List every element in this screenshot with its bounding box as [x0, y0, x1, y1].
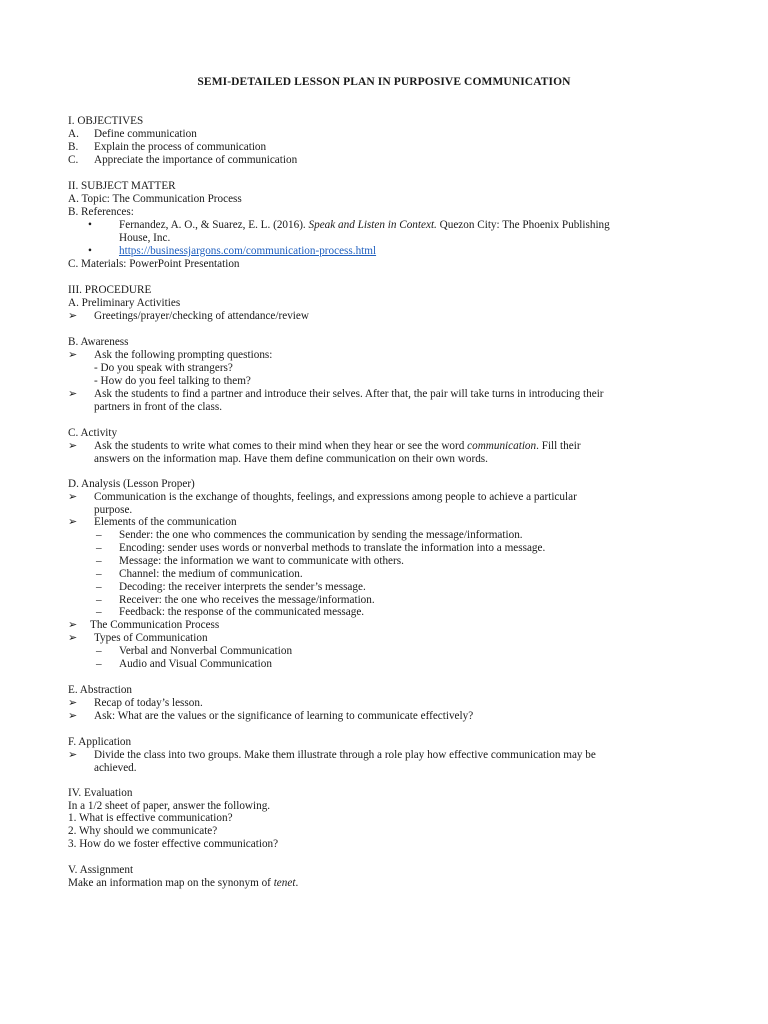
subject-topic: A. Topic: The Communication Process: [68, 193, 242, 205]
type-item: Verbal and Nonverbal Communication: [119, 645, 293, 657]
objective-item: [68, 128, 197, 141]
subheading-activity: C. Activity: [68, 427, 118, 439]
dash-bullet-icon: –: [96, 606, 102, 618]
evaluation-question: 2. Why should we communicate?: [68, 825, 218, 837]
activity-text: Ask the students to write what comes to their mind when they hear or see the word: [94, 440, 468, 452]
question-line: - Do you speak with strangers?: [94, 362, 233, 374]
bullet-text: Greetings/prayer/checking of attendance/review: [94, 310, 309, 322]
dash-bullet-icon: –: [96, 594, 102, 606]
bullet-text: [94, 440, 581, 453]
assignment-text-start: Make an information map on the synonym of: [68, 877, 274, 889]
dash-bullet-icon: –: [96, 529, 102, 541]
dash-bullet-icon: –: [96, 645, 102, 657]
dash-bullet-icon: –: [96, 555, 102, 567]
element-item: Message: the information we want to communicate with others.: [119, 555, 404, 567]
subheading-analysis: D. Analysis (Lesson Proper): [68, 478, 195, 490]
subject-references-label: B. References:: [68, 206, 134, 218]
element-item: Channel: the medium of communication.: [119, 568, 303, 580]
objective-label: B.: [68, 141, 79, 153]
arrow-bullet-icon: ➢: [68, 310, 78, 322]
assignment-text: [68, 877, 298, 890]
element-item: Decoding: the receiver interprets the sender’s message.: [119, 581, 366, 593]
bullet-dot-icon: •: [88, 219, 92, 231]
arrow-bullet-icon: ➢: [68, 491, 78, 503]
dash-bullet-icon: –: [96, 658, 102, 670]
reference-link[interactable]: https://businessjargons.com/communication-process.html: [119, 245, 377, 257]
bullet-text: Types of Communication: [94, 632, 208, 644]
arrow-bullet-icon: ➢: [68, 632, 78, 644]
subheading-abstraction: E. Abstraction: [68, 684, 133, 696]
dash-bullet-icon: –: [96, 568, 102, 580]
bullet-text: Ask: What are the values or the significance of learning to communicate effectively?: [94, 710, 474, 722]
arrow-bullet-icon: ➢: [68, 749, 78, 761]
reference-publisher: Quezon City: The Phoenix Publishing: [436, 219, 610, 231]
objective-text: Explain the process of communication: [94, 141, 267, 153]
question-line: - How do you feel talking to them?: [94, 375, 251, 387]
reference-item: [119, 245, 376, 258]
bullet-text-continuation: answers on the information map. Have them define communication on their own words.: [94, 453, 488, 465]
element-item: Receiver: the one who receives the message/information.: [119, 594, 375, 606]
objective-text: Appreciate the importance of communication: [94, 154, 298, 166]
assignment-keyword: tenet: [273, 877, 296, 889]
bullet-text: Ask the students to find a partner and introduce their selves. After that, the pair will take turns in introducing their: [94, 388, 604, 400]
bullet-text-continuation: achieved.: [94, 762, 137, 774]
dash-bullet-icon: –: [96, 542, 102, 554]
bullet-text: Elements of the communication: [94, 516, 237, 528]
reference-item: [119, 219, 610, 232]
section-heading-procedure: III. PROCEDURE: [68, 284, 152, 296]
element-item: Sender: the one who commences the communication by sending the message/information.: [119, 529, 523, 541]
document-title: SEMI-DETAILED LESSON PLAN IN PURPOSIVE COMMUNICATION: [197, 76, 571, 88]
reference-continuation: House, Inc.: [119, 232, 171, 244]
section-heading-assignment: V. Assignment: [68, 864, 134, 876]
evaluation-question: 3. How do we foster effective communication?: [68, 838, 279, 850]
objective-label: C.: [68, 154, 79, 166]
subheading-preliminary: A. Preliminary Activities: [68, 297, 181, 309]
arrow-bullet-icon: ➢: [68, 619, 78, 631]
bullet-text-continuation: partners in front of the class.: [94, 401, 222, 413]
bullet-text: The Communication Process: [90, 619, 220, 631]
bullet-text-continuation: purpose.: [94, 504, 133, 516]
arrow-bullet-icon: ➢: [68, 388, 78, 400]
activity-text-end: . Fill their: [536, 440, 581, 452]
type-item: Audio and Visual Communication: [119, 658, 272, 670]
section-heading-objectives: I. OBJECTIVES: [68, 115, 144, 127]
arrow-bullet-icon: ➢: [68, 516, 78, 528]
reference-book-title: Speak and Listen in Context.: [308, 219, 437, 231]
arrow-bullet-icon: ➢: [68, 710, 78, 722]
arrow-bullet-icon: ➢: [68, 697, 78, 709]
arrow-bullet-icon: ➢: [68, 440, 78, 452]
subheading-awareness: B. Awareness: [68, 336, 129, 348]
objective-item: [68, 154, 297, 167]
activity-keyword: communication: [467, 440, 537, 452]
section-heading-evaluation: IV. Evaluation: [68, 787, 133, 799]
bullet-text: Ask the following prompting questions:: [94, 349, 273, 361]
bullet-text: Divide the class into two groups. Make them illustrate through a role play how effective communication may be: [94, 749, 596, 761]
section-heading-subject-matter: II. SUBJECT MATTER: [68, 180, 176, 192]
element-item: Encoding: sender uses words or nonverbal methods to translate the information into a message.: [119, 542, 546, 554]
dash-bullet-icon: –: [96, 581, 102, 593]
bullet-text: Communication is the exchange of thoughts, feelings, and expressions among people to achieve a particular: [94, 491, 577, 503]
evaluation-intro: In a 1/2 sheet of paper, answer the following.: [68, 800, 271, 812]
assignment-text-end: .: [295, 877, 299, 889]
subject-materials: C. Materials: PowerPoint Presentation: [68, 258, 240, 270]
element-item: Feedback: the response of the communicated message.: [119, 606, 365, 618]
bullet-text: Recap of today’s lesson.: [94, 697, 203, 709]
bullet-dot-icon: •: [88, 245, 92, 257]
objective-item: [68, 141, 266, 154]
objective-text: Define communication: [94, 128, 197, 140]
reference-authors: Fernandez, A. O., & Suarez, E. L. (2016).: [119, 219, 309, 231]
arrow-bullet-icon: ➢: [68, 349, 78, 361]
objective-label: A.: [68, 128, 79, 140]
subheading-application: F. Application: [68, 736, 132, 748]
evaluation-question: 1. What is effective communication?: [68, 812, 233, 824]
